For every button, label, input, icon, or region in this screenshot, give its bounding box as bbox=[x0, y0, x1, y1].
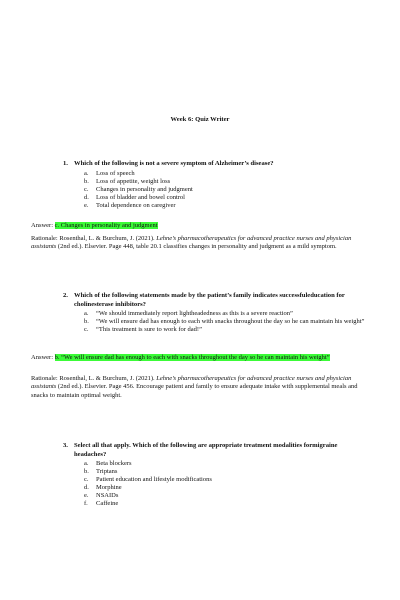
option-item bbox=[84, 178, 374, 186]
option-letter: c. bbox=[84, 185, 89, 193]
option-item bbox=[84, 468, 374, 476]
question-2-options bbox=[84, 310, 374, 334]
document-title: Week 6: Quiz Writer bbox=[170, 116, 230, 123]
option-letter: b. bbox=[84, 467, 89, 475]
option-text: “We will ensure dad has enough to each with snacks throughout the day so he can maintain his weight” bbox=[96, 317, 365, 325]
option-text: Triptans bbox=[96, 467, 118, 475]
option-item bbox=[84, 194, 374, 202]
option-letter: d. bbox=[84, 483, 89, 491]
answer-highlight: b. “We will ensure dad has enough to each with snacks throughout the day so he can maintain his weight” bbox=[54, 354, 330, 361]
question-number: 3. bbox=[63, 442, 68, 449]
question-number: 1. bbox=[63, 160, 68, 167]
option-item bbox=[84, 476, 374, 484]
option-letter: c. bbox=[84, 475, 89, 483]
option-letter: e. bbox=[84, 201, 89, 209]
question-3-options bbox=[84, 460, 374, 507]
option-text: Patient education and lifestyle modifications bbox=[96, 475, 212, 483]
option-text: Loss of appetite, weight loss bbox=[96, 177, 171, 185]
option-text: Beta blockers bbox=[96, 460, 132, 467]
option-letter: a. bbox=[84, 460, 89, 467]
option-text: “We should immediately report lightheadedness as this is a severe reaction” bbox=[96, 310, 293, 317]
question-1 bbox=[63, 160, 363, 169]
option-item bbox=[84, 318, 374, 326]
question-text: Which of the following is not a severe symptom of Alzheimer’s disease? bbox=[74, 160, 274, 167]
answer-label: Answer: bbox=[31, 222, 54, 229]
answer-line bbox=[31, 354, 376, 362]
option-letter: b. bbox=[84, 317, 89, 325]
option-item bbox=[84, 460, 374, 468]
question-3 bbox=[63, 442, 363, 459]
rationale-explanation: (2nd ed.). Elsevier. Page 456. Encourage patient and family to ensure adequate intake with supplemental meals and snacks to maintain optimal weight. bbox=[31, 383, 358, 399]
option-item bbox=[84, 326, 374, 334]
rationale-book-title: Lehne’s pharmacotherapeutics for advanced practice nurses and physician assistants bbox=[31, 235, 352, 251]
option-item bbox=[84, 484, 374, 492]
option-text: Changes in personality and judgment bbox=[96, 185, 193, 193]
option-letter: d. bbox=[84, 193, 89, 201]
option-letter: e. bbox=[84, 491, 89, 499]
option-letter: a. bbox=[84, 170, 89, 177]
answer-highlight: c. Changes in personality and judgment bbox=[54, 222, 158, 229]
option-item bbox=[84, 500, 374, 508]
option-text: Total dependence on caregiver bbox=[96, 201, 176, 209]
rationale-paragraph bbox=[31, 235, 376, 252]
option-letter: b. bbox=[84, 177, 89, 185]
answer-label: Answer: bbox=[31, 354, 54, 361]
rationale-book-title: Lehne’s pharmacotherapeutics for advanced practice nurses and physician assistants bbox=[31, 375, 352, 391]
rationale-citation: Rationale: Rosenthal, L. & Burchum, J. (2021). bbox=[31, 235, 157, 242]
answer-line bbox=[31, 222, 376, 230]
option-text: Morphine bbox=[96, 483, 122, 491]
option-letter: a. bbox=[84, 310, 89, 317]
question-1-options bbox=[84, 170, 374, 210]
question-number: 2. bbox=[63, 292, 68, 299]
rationale-citation: Rationale: Rosenthal, L. & Burchum, J. (2021). bbox=[31, 375, 157, 382]
option-text: NSAIDs bbox=[96, 491, 119, 499]
option-item bbox=[84, 492, 374, 500]
rationale-explanation: (2nd ed.). Elsevier. Page 448, table 20.1 classifies changes in personality and judgment as a mild symptom. bbox=[56, 243, 337, 251]
option-text: “This treatment is sure to work for dad!” bbox=[96, 325, 202, 333]
option-item bbox=[84, 202, 374, 210]
option-text: Caffeine bbox=[96, 499, 119, 507]
option-letter: f. bbox=[84, 499, 88, 507]
option-text: Loss of speech bbox=[96, 170, 135, 177]
question-text: Select all that apply. Which of the following are appropriate treatment modalities formigraine headaches? bbox=[74, 442, 338, 458]
option-letter: c. bbox=[84, 325, 89, 333]
rationale-paragraph bbox=[31, 375, 376, 400]
option-text: Loss of bladder and bowel control bbox=[96, 193, 185, 201]
question-text: Which of the following statements made by the patient’s family indicates successfuleducation for cholinesterase inhibitors? bbox=[74, 292, 345, 308]
option-item bbox=[84, 170, 374, 178]
option-item bbox=[84, 310, 374, 318]
option-item bbox=[84, 186, 374, 194]
question-2 bbox=[63, 292, 363, 309]
